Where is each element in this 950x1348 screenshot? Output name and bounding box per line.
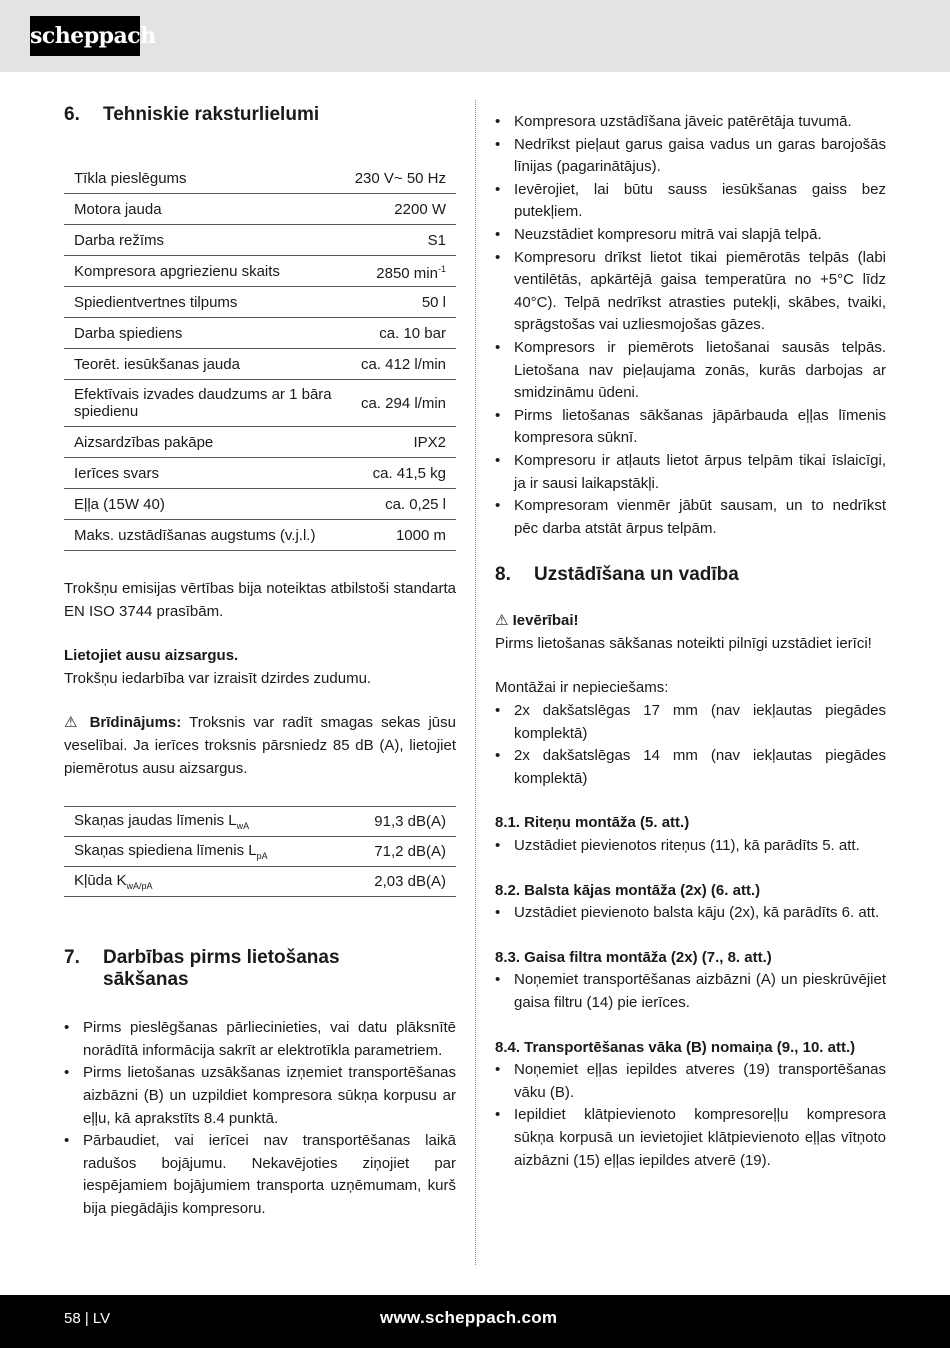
list-item xyxy=(495,1059,886,1104)
footer-bar xyxy=(0,1295,950,1348)
spec-value-text: ca. 0,25 l xyxy=(385,495,446,513)
spec-value-sup: -1 xyxy=(437,263,446,274)
noise-label-text: Kļūda K xyxy=(74,872,127,890)
subsection-8-4-bullets xyxy=(495,1059,886,1172)
list-item xyxy=(495,745,886,790)
mounting-intro: Montāžai ir nepieciešams: xyxy=(495,679,669,697)
column-divider xyxy=(475,100,476,1265)
noise-value: 91,3 dB(A) xyxy=(338,807,456,837)
bullet-icon: • xyxy=(64,1132,70,1150)
website-link[interactable]: www.scheppach.com xyxy=(380,1308,558,1327)
list-item xyxy=(495,337,886,405)
list-item xyxy=(495,450,886,495)
spec-value xyxy=(345,520,456,551)
list-item-text: Uzstādiet pievienoto balsta kāju (2x), kā parādīts 6. att. xyxy=(514,904,880,922)
noise-warning xyxy=(64,712,456,780)
spec-row xyxy=(64,163,456,194)
section-7-heading xyxy=(64,947,456,991)
noise-row xyxy=(64,837,456,867)
bullet-icon: • xyxy=(495,248,501,266)
list-item xyxy=(495,495,886,540)
mounting-bullets xyxy=(495,700,886,790)
left-column xyxy=(64,104,456,1221)
section-number: 6. xyxy=(64,104,80,125)
list-item-text: Neuzstādiet kompresoru mitrā vai slapjā telpā. xyxy=(514,225,822,243)
spec-value xyxy=(345,194,456,225)
noise-value: 2,03 dB(A) xyxy=(338,867,456,897)
bullet-icon: • xyxy=(495,1061,501,1079)
spec-label: Kompresora apgriezienu skaits xyxy=(64,256,345,287)
ear-protection-heading: Lietojiet ausu aizsargus. xyxy=(64,647,239,665)
noise-label xyxy=(64,837,338,867)
attention-heading xyxy=(495,610,886,633)
bullet-icon: • xyxy=(495,1106,501,1124)
spec-row xyxy=(64,349,456,380)
spec-row xyxy=(64,194,456,225)
bullet-icon: • xyxy=(495,406,501,424)
spec-label: Teorēt. iesūkšanas jauda xyxy=(64,349,345,380)
spec-value-text: ca. 412 l/min xyxy=(360,355,446,373)
attention-label: Ievērībai! xyxy=(512,612,579,630)
noise-label-sub: wA/pA xyxy=(126,881,153,892)
spec-row xyxy=(64,225,456,256)
list-item-text: Kompresoram vienmēr jābūt sausam, un to nedrīkst pēc darba atstāt ārpus telpām. xyxy=(514,497,886,537)
section-title-line2: sākšanas xyxy=(103,969,189,991)
subsection-8-2-bullets xyxy=(495,902,886,925)
list-item xyxy=(64,1130,456,1220)
subsection-8-3-title: 8.3. Gaisa filtra montāža (2x) (7., 8. att.) xyxy=(495,948,772,966)
subsection-8-3-bullets xyxy=(495,969,886,1014)
noise-label-sub: pA xyxy=(256,851,268,862)
spec-label: Tīkla pieslēgums xyxy=(64,163,345,194)
list-item-text: Kompresoru drīkst lietot tikai piemērotās telpās (labi ventilētās, apkārtējā gaisa temperatūra no +5°C līdz 40°C). Telpā nedrīkst atrasties putekļi, skābes, tvaiki, sprāgstošas vai uzliesmojošas gāzes. xyxy=(514,248,886,334)
bullet-icon: • xyxy=(495,225,501,243)
list-item xyxy=(64,1062,456,1130)
list-item-text: Nedrīkst pieļaut garus gaisa vadus un garas barojošās līnijas (pagarinātājus). xyxy=(514,135,886,176)
spec-row xyxy=(64,489,456,520)
spec-row xyxy=(64,380,456,427)
spec-row xyxy=(64,287,456,318)
bullet-icon: • xyxy=(495,113,501,130)
section-title-line1: Darbības pirms lietošanas xyxy=(103,947,340,969)
subsection-8-1-title: 8.1. Riteņu montāža (5. att.) xyxy=(495,814,690,832)
scheppach-logo: scheppach xyxy=(30,16,140,56)
list-item-text: Kompresoru ir atļauts lietot ārpus telpām tikai īslaicīgi, ja ir sausi laikapstākļi. xyxy=(514,451,886,492)
list-item xyxy=(64,1017,456,1062)
list-item xyxy=(495,405,886,450)
spec-value xyxy=(345,256,456,287)
list-item-text: 2x dakšatslēgas 17 mm (nav iekļautas piegādes komplektā) xyxy=(514,702,886,742)
section-title: Tehniskie raksturlielumi xyxy=(103,104,320,125)
bullet-icon: • xyxy=(64,1019,70,1037)
list-item-text: Ievērojiet, lai būtu sauss iesūkšanas gaiss bez putekļiem. xyxy=(514,180,886,221)
noise-label-sub: wA xyxy=(236,821,250,832)
section-6-heading xyxy=(64,104,456,126)
bullet-icon: • xyxy=(495,338,501,356)
spec-value xyxy=(345,318,456,349)
spec-value-text: 2200 W xyxy=(394,200,446,218)
spec-row xyxy=(64,256,456,287)
bullet-icon: • xyxy=(495,904,501,922)
spec-value-text: ca. 294 l/min xyxy=(360,394,446,412)
noise-row xyxy=(64,867,456,897)
right-column xyxy=(495,111,886,1172)
list-item xyxy=(495,247,886,337)
specs-table xyxy=(64,163,456,551)
spec-label: Maks. uzstādīšanas augstums (v.j.l.) xyxy=(64,520,345,551)
spec-value xyxy=(345,349,456,380)
spec-value xyxy=(345,489,456,520)
spec-value-text: ca. 10 bar xyxy=(379,324,446,342)
spec-row xyxy=(64,318,456,349)
bullet-icon: • xyxy=(495,497,501,515)
list-item xyxy=(495,1104,886,1172)
spec-value xyxy=(345,458,456,489)
noise-label xyxy=(64,867,338,897)
section-7-bullets-continued xyxy=(495,111,886,540)
spec-label: Spiedientvertnes tilpums xyxy=(64,287,345,318)
bullet-icon: • xyxy=(64,1064,70,1082)
noise-table xyxy=(64,806,456,897)
spec-value xyxy=(345,287,456,318)
list-item-text: 2x dakšatslēgas 14 mm (nav iekļautas piegādes komplektā) xyxy=(514,747,886,787)
spec-row xyxy=(64,458,456,489)
list-item-text: Noņemiet eļļas iepildes atveres (19) transportēšanas vāku (B). xyxy=(514,1061,886,1101)
spec-label: Eļļa (15W 40) xyxy=(64,489,345,520)
list-item-text: Uzstādiet pievienotos riteņus (11), kā parādīts 5. att. xyxy=(514,837,860,855)
spec-label: Darba spiediens xyxy=(64,318,345,349)
bullet-icon: • xyxy=(495,971,501,989)
spec-label: Aizsardzības pakāpe xyxy=(64,427,345,458)
spec-value-text: IPX2 xyxy=(413,433,446,451)
spec-value-text: 2850 min xyxy=(376,264,438,282)
spec-value-text: 50 l xyxy=(421,293,446,311)
noise-row xyxy=(64,807,456,837)
spec-value xyxy=(345,380,456,427)
spec-label: Darba režīms xyxy=(64,225,345,256)
list-item xyxy=(495,224,886,247)
list-item xyxy=(495,134,886,179)
warning-icon: ⚠ xyxy=(64,714,82,732)
warning-icon: ⚠ xyxy=(495,612,509,630)
bullet-icon: • xyxy=(495,702,501,720)
noise-emission-text: Trokšņu emisijas vērtības bija noteiktas atbilstoši standarta EN ISO 3744 prasībām. xyxy=(64,580,456,620)
list-item-text: Pirms pieslēgšanas pārliecinieties, vai datu plāksnītē norādītā informācija sakrīt ar elektrotīkla parametriem. xyxy=(83,1019,456,1059)
section-7-bullets xyxy=(64,1017,456,1220)
spec-value-text: ca. 41,5 kg xyxy=(372,464,446,482)
section-number: 7. xyxy=(64,947,80,969)
subsection-8-1-bullets xyxy=(495,835,886,858)
noise-label-text: Skaņas spiediena līmenis L xyxy=(74,842,257,860)
spec-value xyxy=(345,427,456,458)
spec-value-text: S1 xyxy=(427,231,446,249)
spec-label: Ierīces svars xyxy=(64,458,345,489)
bullet-icon: • xyxy=(495,747,501,765)
bullet-icon: • xyxy=(495,837,501,855)
attention-text: Pirms lietošanas sākšanas noteikti pilnīgi uzstādiet ierīci! xyxy=(495,634,872,652)
list-item xyxy=(495,835,886,858)
noise-value: 71,2 dB(A) xyxy=(338,837,456,867)
list-item-text: Kompresora uzstādīšana jāveic patērētāja tuvumā. xyxy=(514,113,852,130)
bullet-icon: • xyxy=(495,180,501,198)
list-item-text: Pirms lietošanas uzsākšanas izņemiet transportēšanas aizbāzni (B) un uzpildiet kompresora sūkņa korpusu ar eļļu, kā aprakstīts 8.4 punktā. xyxy=(83,1064,456,1127)
ear-protection-text: Trokšņu iedarbība var izraisīt dzirdes zudumu. xyxy=(64,669,372,687)
noise-label-text: Skaņas jaudas līmenis L xyxy=(74,812,237,830)
section-number: 8. xyxy=(495,564,511,586)
subsection-8-2-title: 8.2. Balsta kājas montāža (2x) (6. att.) xyxy=(495,881,761,899)
spec-value-text: 230 V~ 50 Hz xyxy=(354,169,446,187)
list-item xyxy=(495,700,886,745)
list-item xyxy=(495,179,886,224)
list-item-text: Pirms lietošanas sākšanas jāpārbauda eļļas līmenis kompresora sūknī. xyxy=(514,406,886,447)
spec-value xyxy=(345,225,456,256)
list-item-text: Pārbaudiet, vai ierīcei nav transportēšanas laikā radušos bojājumu. Nekavējoties ziņojiet par iespējamiem bojājumiem transporta uzņēmumam, kurš bija piegādājis kompresoru. xyxy=(83,1132,456,1217)
spec-row xyxy=(64,427,456,458)
spec-value xyxy=(345,163,456,194)
spec-row xyxy=(64,520,456,551)
warning-text: Troksnis var radīt smagas sekas jūsu veselībai. Ja ierīces troksnis pārsniedz 85 dB (A), lietojiet piemērotus ausu aizsargus. xyxy=(64,714,456,777)
bullet-icon: • xyxy=(495,451,501,469)
spec-label: Efektīvais izvades daudzums ar 1 bāra spiedienu xyxy=(64,380,345,427)
subsection-8-4-title: 8.4. Transportēšanas vāka (B) nomaiņa (9., 10. att.) xyxy=(495,1038,856,1056)
section-8-heading xyxy=(495,564,886,586)
list-item-text: Noņemiet transportēšanas aizbāzni (A) un pieskrūvējiet gaisa filtru (14) pie ierīces. xyxy=(514,971,886,1011)
list-item xyxy=(495,969,886,1014)
spec-value-text: 1000 m xyxy=(395,526,446,544)
list-item xyxy=(495,111,886,134)
header-bar xyxy=(0,0,950,72)
bullet-icon: • xyxy=(495,135,501,153)
section-title: Uzstādīšana un vadība xyxy=(534,564,739,586)
list-item-text: Iepildiet klātpievienoto kompresoreļļu kompresora sūkņa korpusā un ievietojiet klātpievienoto eļļas vītņoto aizbāzni (15) eļļas iepildes atverē (19). xyxy=(514,1106,886,1169)
section-title xyxy=(103,947,340,991)
noise-label xyxy=(64,807,338,837)
spec-label: Motora jauda xyxy=(64,194,345,225)
list-item-text: Kompresors ir piemērots lietošanai sausās telpās. Lietošana nav pieļaujama zonās, kurās darbojas ar smidzināmu ūdeni. xyxy=(514,338,886,402)
page-number: 58 | LV xyxy=(64,1310,111,1327)
list-item xyxy=(495,902,886,925)
warning-label: Brīdinājums: xyxy=(89,714,182,732)
